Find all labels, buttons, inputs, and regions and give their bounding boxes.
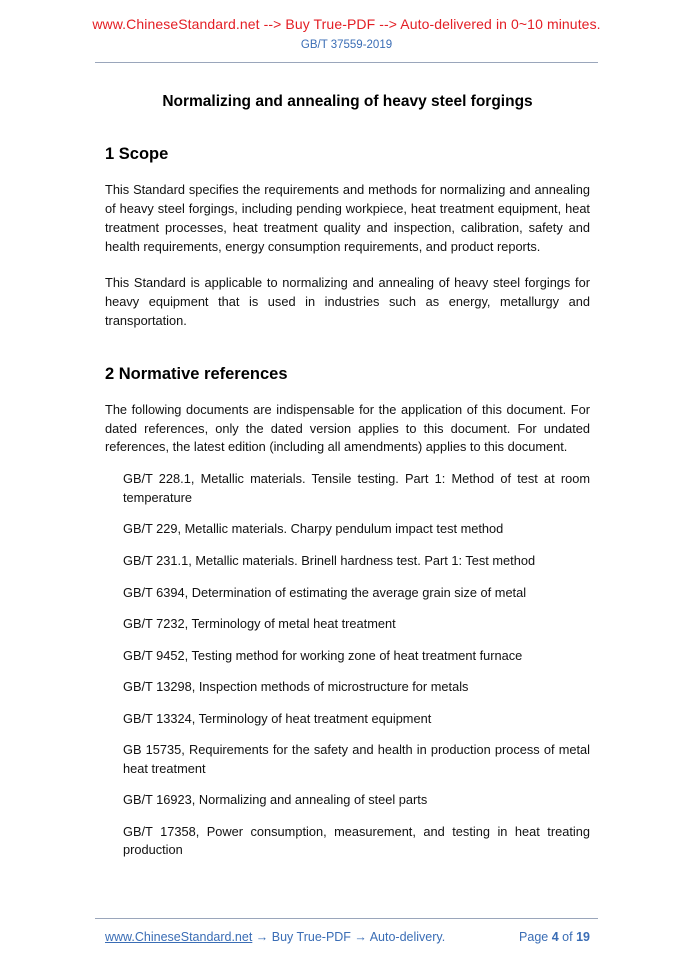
reference-item: GB 15735, Requirements for the safety and health in production process of metal heat treatment [123, 742, 590, 776]
reference-item: GB/T 229, Metallic materials. Charpy pendulum impact test method [123, 521, 504, 537]
footer-site-link[interactable]: www.ChineseStandard.net [105, 930, 253, 944]
reference-item: GB/T 17358, Power consumption, measurement, and testing in heat treating production [123, 823, 590, 858]
reference-item: GB/T 231.1, Metallic materials. Brinell hardness test. Part 1: Test method [123, 553, 536, 569]
document-title: Normalizing and annealing of heavy steel forgings [162, 93, 533, 110]
reference-item: GB/T 13324, Terminology of heat treatment equipment [123, 710, 432, 726]
doc-number: GB/T 37559-2019 [300, 39, 393, 51]
reference-item: GB/T 6394, Determination of estimating the average grain size of metal [123, 584, 527, 600]
reference-item: GB/T 7232, Terminology of metal heat treatment [123, 616, 396, 632]
footer-tagline: → Buy True-PDF → Auto-delivery. [252, 930, 446, 944]
reference-item: GB/T 16923, Normalizing and annealing of steel parts [123, 792, 428, 808]
footer-links [105, 930, 445, 944]
of-word: of [562, 930, 573, 944]
page-word: Page [519, 930, 549, 944]
scope-paragraph-2: This Standard is applicable to normalizing and annealing of heavy steel forgings for heavy equipment that is used in industries such as energy, metallurgy and transportation. [105, 274, 590, 328]
section-heading-normative-references: 2 Normative references [105, 364, 288, 383]
page-indicator [519, 930, 590, 944]
reference-item: GB/T 9452, Testing method for working zone of heat treatment furnace [123, 647, 523, 663]
footer-divider [95, 918, 598, 919]
reference-item: GB/T 228.1, Metallic materials. Tensile testing. Part 1: Method of test at room temperature [123, 471, 590, 505]
page-number: 4 [551, 930, 559, 944]
header-divider [95, 62, 598, 63]
total-pages: 19 [576, 930, 590, 944]
section-heading-scope: 1 Scope [105, 145, 169, 163]
page-footer [0, 918, 693, 944]
promo-banner-link[interactable]: www.ChineseStandard.net --> Buy True-PDF --> Auto-delivered in 0~10 minutes. [92, 16, 601, 32]
references-intro: The following documents are indispensable for the application of this document. For dated references, only the dated version applies to this document. For undated references, the latest edition (including all amendments) applies to this document. [105, 401, 590, 455]
scope-paragraph-1: This Standard specifies the requirements and methods for normalizing and annealing of heavy steel forgings, including pending workpiece, heat treatment equipment, heat treatment processes, heat treatment quality and inspection, calibration, safety and health requirements, energy consumption requirements, and product reports. [105, 182, 590, 254]
reference-item: GB/T 13298, Inspection methods of microstructure for metals [123, 679, 469, 695]
document-body [105, 93, 590, 860]
